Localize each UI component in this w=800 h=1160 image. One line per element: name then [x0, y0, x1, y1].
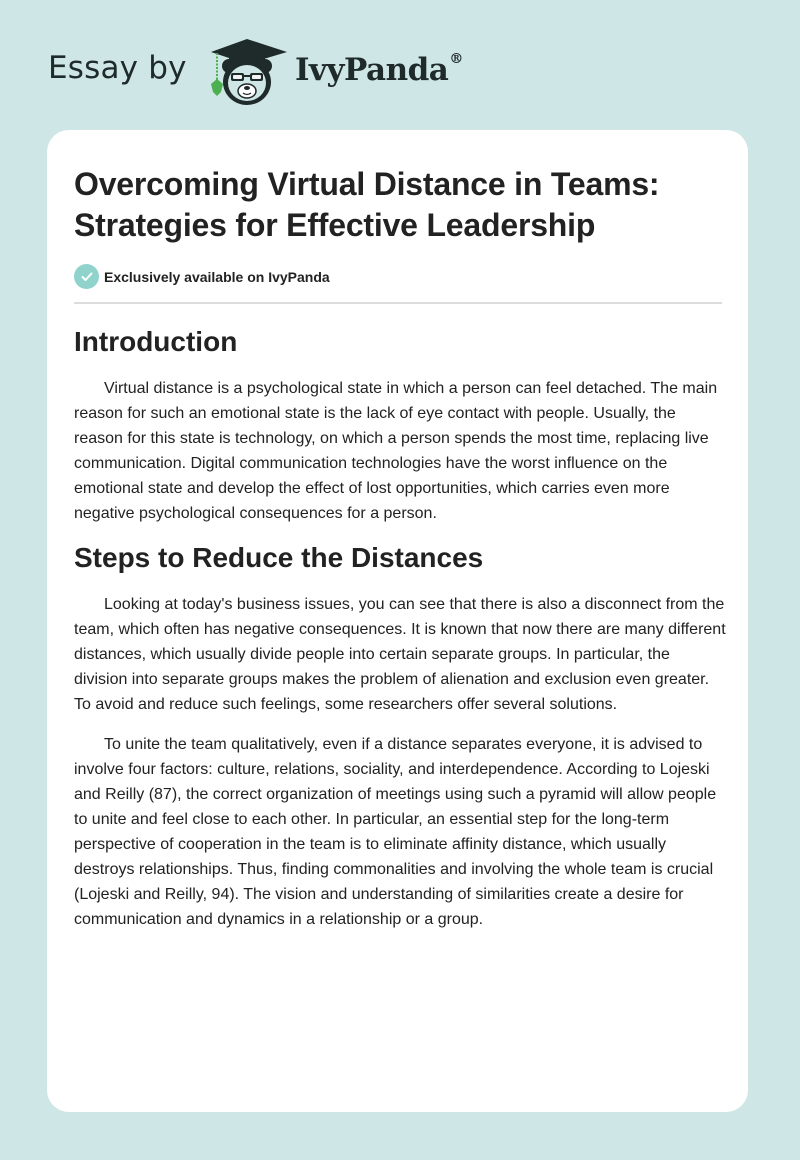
site-header [0, 0, 800, 130]
section-steps [74, 540, 726, 932]
paragraph: To unite the team qualitatively, even if a distance separates everyone, it is advised to involve four factors: culture, relations, sociality, and interdependence. According to Lojeski and Reilly (87), the correct organization of meetings using such a pyramid will allow people to unite and feel close to each other. In particular, an essential step for the long-term perspective of cooperation in the team is to eliminate affinity distance, which usually destroys relationships. Thus, finding commonalities and involving the whole team is crucial (Lojeski and Reilly, 94). The vision and understanding of similarities create a desire for communication and dynamics in a relationship or a group. [74, 736, 717, 928]
check-circle-icon [74, 264, 99, 289]
essay-by-label: Essay by [48, 50, 187, 86]
paragraph: Virtual distance is a psychological state in which a person can feel detached. The main reason for such an emotional state is the lack of eye contact with people. Usually, the reason for this state is technology, on which a person spends the most time, replacing live communication. Digital communication technologies have the worst influence on the emotional state and develop the effect of lost opportunities, which carries even more negative psychological consequences for a person. [74, 380, 718, 522]
essay-title: Overcoming Virtual Distance in Teams: Strategies for Effective Leadership [74, 166, 660, 243]
brand-name: IvyPanda [295, 52, 449, 88]
exclusive-badge [74, 264, 330, 289]
section-introduction [74, 324, 726, 526]
panda-graduate-icon[interactable] [203, 36, 291, 108]
registered-mark: ® [449, 50, 463, 67]
brand-wordmark[interactable] [295, 52, 463, 88]
section-heading: Steps to Reduce the Distances [74, 542, 484, 573]
section-heading: Introduction [74, 326, 238, 357]
divider [74, 302, 722, 304]
essay-card [47, 130, 748, 1112]
essay-body [74, 324, 726, 946]
paragraph: Looking at today's business issues, you can see that there is also a disconnect from the team, which often has negative consequences. It is known that now there are many different distances, which usually divide people into certain separate groups. In particular, the division into separate groups makes the problem of alienation and exclusion even greater. To avoid and reduce such feelings, some researchers offer several solutions. [74, 596, 726, 713]
badge-text: Exclusively available on IvyPanda [104, 268, 330, 285]
